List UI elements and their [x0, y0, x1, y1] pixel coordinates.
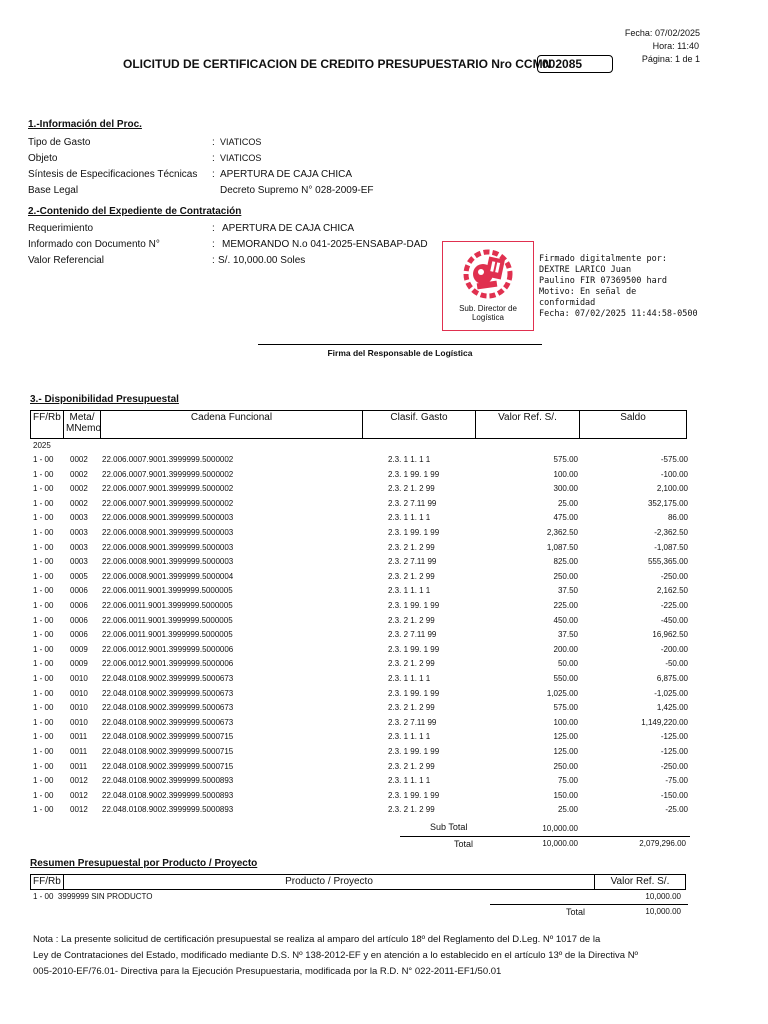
- row-ff: 1 - 00: [33, 703, 54, 713]
- row-clasif: 2.3. 2 1. 2 99: [388, 659, 435, 669]
- row-clasif: 2.3. 2 1. 2 99: [388, 703, 435, 713]
- subtotal-value: 10,000.00: [542, 824, 578, 833]
- row-meta: 0003: [70, 542, 88, 552]
- row-ff: 1 - 00: [33, 790, 54, 800]
- row-valor: 1,087.50: [546, 542, 578, 552]
- row-saldo: -50.00: [665, 659, 688, 669]
- resumen-total-rule: [490, 904, 688, 905]
- row-cadena: 22.006.0008.9001.3999999.5000004: [102, 571, 234, 581]
- row-clasif: 2.3. 1 1. 1 1: [388, 732, 431, 742]
- row-cadena: 22.048.0108.9002.3999999.5000893: [102, 790, 234, 800]
- row-clasif: 2.3. 1 99. 1 99: [388, 528, 440, 537]
- row-saldo: 16,962.50: [652, 630, 688, 640]
- section2-heading: 2.-Contenido del Expediente de Contratación: [28, 206, 242, 217]
- row-saldo: 86.00: [667, 513, 688, 523]
- table-row: [30, 511, 690, 525]
- row-saldo: -100.00: [660, 469, 688, 479]
- row-saldo: -450.00: [660, 615, 688, 625]
- row-valor: 50.00: [557, 659, 578, 669]
- field-sep: :: [212, 169, 215, 180]
- row-ff: 1 - 00: [33, 571, 54, 581]
- row-saldo: 1,149,220.00: [641, 717, 688, 727]
- row-ff: 1 - 00: [33, 484, 54, 494]
- table-year: 2025: [33, 441, 51, 450]
- row-cadena: 22.006.0008.9001.3999999.5000003: [102, 513, 234, 523]
- row-ff: 1 - 00: [33, 688, 54, 698]
- table-row: [30, 760, 690, 774]
- field-sep: :: [212, 239, 215, 250]
- nota-line: 005-2010-EF/76.01- Directiva para la Ejecución Presupuestaria, modificada por la R.D. N° 022-2011-EF1/50.01: [33, 966, 502, 977]
- table-row: [30, 482, 690, 496]
- table-row: [30, 570, 690, 584]
- table-row: [30, 453, 690, 467]
- row-valor: 2,362.50: [546, 528, 578, 537]
- row-cadena: 22.048.0108.9002.3999999.5000893: [102, 805, 234, 815]
- row-meta: 0002: [70, 484, 88, 494]
- row-meta: 0012: [70, 790, 88, 800]
- row-ff: 1 - 00: [33, 513, 54, 523]
- row-saldo: -25.00: [665, 805, 688, 815]
- row-clasif: 2.3. 2 1. 2 99: [388, 761, 435, 771]
- field-row: [28, 137, 448, 153]
- row-valor: 475.00: [553, 513, 578, 523]
- table-row: [30, 745, 690, 759]
- row-clasif: 2.3. 1 1. 1 1: [388, 776, 431, 786]
- row-cadena: 22.006.0011.9001.3999999.5000005: [102, 630, 233, 640]
- row-meta: 0010: [70, 717, 88, 727]
- row-valor: 550.00: [553, 674, 578, 683]
- col-valor: Valor Ref. S/.: [475, 410, 580, 439]
- row-meta: 0011: [70, 732, 88, 742]
- resumen-col-producto: Producto / Proyecto: [63, 874, 595, 890]
- table-row: [30, 716, 690, 730]
- table-row: [30, 657, 690, 671]
- table-row: [30, 687, 690, 701]
- row-meta: 0002: [70, 455, 88, 464]
- field-row: [28, 153, 448, 169]
- row-ff: 1 - 00: [33, 528, 54, 537]
- row-clasif: 2.3. 1 99. 1 99: [388, 644, 440, 654]
- field-value: APERTURA DE CAJA CHICA: [222, 223, 355, 234]
- row-saldo: 6,875.00: [656, 674, 688, 683]
- row-saldo: -200.00: [660, 644, 688, 654]
- field-value: S/. 10,000.00 Soles: [218, 255, 306, 266]
- row-ff: 1 - 00: [33, 761, 54, 771]
- row-meta: 0003: [70, 528, 88, 537]
- row-saldo: -75.00: [665, 776, 688, 786]
- resumen-row: [33, 892, 152, 901]
- row-cadena: 22.006.0011.9001.3999999.5000005: [102, 586, 233, 596]
- row-ff: 1 - 00: [33, 542, 54, 552]
- row-valor: 125.00: [553, 732, 578, 742]
- table-row: [30, 497, 690, 511]
- row-meta: 0012: [70, 805, 88, 815]
- table-row: [30, 599, 690, 613]
- row-saldo: -1,087.50: [654, 542, 688, 552]
- row-saldo: 2,162.50: [656, 586, 688, 596]
- section2-fields: [28, 223, 448, 271]
- field-label: Requerimiento: [28, 223, 94, 234]
- row-clasif: 2.3. 1 99. 1 99: [388, 469, 440, 479]
- row-valor: 825.00: [553, 557, 578, 567]
- resumen-total-label: Total: [566, 907, 586, 917]
- signature-line: Fecha: 07/02/2025 11:44:58-0500: [539, 309, 698, 319]
- signature-line: Firmado digitalmente por:: [539, 254, 667, 264]
- row-clasif: 2.3. 1 1. 1 1: [388, 513, 431, 523]
- row-clasif: 2.3. 2 1. 2 99: [388, 805, 435, 815]
- row-saldo: 352,175.00: [647, 498, 688, 508]
- row-clasif: 2.3. 2 7.11 99: [388, 557, 437, 567]
- row-cadena: 22.006.0011.9001.3999999.5000005: [102, 615, 233, 625]
- row-clasif: 2.3. 2 7.11 99: [388, 498, 437, 508]
- row-meta: 0009: [70, 644, 88, 654]
- field-value: VIATICOS: [220, 153, 262, 163]
- row-ff: 1 - 00: [33, 732, 54, 742]
- table-row: [30, 555, 690, 569]
- row-clasif: 2.3. 2 7.11 99: [388, 717, 437, 727]
- table-row: [30, 803, 690, 817]
- row-clasif: 2.3. 1 99. 1 99: [388, 601, 440, 610]
- row-clasif: 2.3. 2 7.11 99: [388, 630, 437, 640]
- hora-value: 11:40: [677, 41, 699, 51]
- row-clasif: 2.3. 2 1. 2 99: [388, 542, 435, 552]
- col-meta: [63, 410, 101, 439]
- hora-label: Hora:: [652, 41, 675, 51]
- row-meta: 0006: [70, 615, 88, 625]
- row-clasif: 2.3. 2 1. 2 99: [388, 571, 435, 581]
- header-meta: [600, 28, 700, 64]
- row-saldo: 1,425.00: [656, 703, 688, 713]
- row-cadena: 22.048.0108.9002.3999999.5000715: [102, 732, 234, 742]
- row-meta: 0010: [70, 703, 88, 713]
- row-meta: 0006: [70, 586, 88, 596]
- col-clasif: Clasif. Gasto: [362, 410, 476, 439]
- row-cadena: 22.048.0108.9002.3999999.5000893: [102, 776, 234, 786]
- row-ff: 1 - 00: [33, 615, 54, 625]
- row-saldo: -1,025.00: [654, 688, 688, 698]
- resumen-row-valor: 10,000.00: [645, 892, 681, 901]
- row-ff: 1 - 00: [33, 644, 54, 654]
- row-valor: 1,025.00: [546, 688, 578, 698]
- row-meta: 0005: [70, 571, 88, 581]
- row-valor: 450.00: [553, 615, 578, 625]
- row-valor: 300.00: [553, 484, 578, 494]
- document-number: 002085: [537, 55, 613, 73]
- field-row: [28, 223, 448, 239]
- row-clasif: 2.3. 1 1. 1 1: [388, 455, 431, 464]
- row-saldo: -125.00: [660, 732, 688, 742]
- row-valor: 200.00: [553, 644, 578, 654]
- field-label: Base Legal: [28, 185, 79, 196]
- row-saldo: -2,362.50: [654, 528, 688, 537]
- fecha-value: 07/02/2025: [654, 28, 700, 38]
- row-cadena: 22.006.0008.9001.3999999.5000003: [102, 528, 234, 537]
- row-cadena: 22.006.0007.9001.3999999.5000002: [102, 469, 234, 479]
- resumen-col-ff: FF/Rb: [30, 874, 64, 890]
- row-clasif: 2.3. 1 1. 1 1: [388, 586, 431, 596]
- row-ff: 1 - 00: [33, 805, 54, 815]
- row-saldo: 2,100.00: [656, 484, 688, 494]
- field-value: APERTURA DE CAJA CHICA: [220, 169, 353, 180]
- document-title: OLICITUD DE CERTIFICACION DE CREDITO PRESUPUESTARIO Nro CCMN: [123, 57, 552, 71]
- row-meta: 0010: [70, 674, 88, 683]
- resumen-total-value: 10,000.00: [645, 907, 681, 916]
- field-label: Tipo de Gasto: [28, 137, 91, 148]
- row-cadena: 22.048.0108.9002.3999999.5000673: [102, 703, 234, 713]
- resumen-heading: Resumen Presupuestal por Producto / Proyecto: [30, 858, 258, 869]
- col-saldo: Saldo: [579, 410, 687, 439]
- row-cadena: 22.006.0012.9001.3999999.5000006: [102, 659, 234, 669]
- row-valor: 25.00: [557, 498, 578, 508]
- col-meta-label: Meta/: [69, 412, 95, 423]
- resumen-col-valor: Valor Ref. S/.: [594, 874, 686, 890]
- stamp-caption-2: Logística: [471, 313, 505, 322]
- row-valor: 575.00: [553, 455, 578, 464]
- row-meta: 0009: [70, 659, 88, 669]
- field-label: Objeto: [28, 153, 58, 164]
- row-valor: 250.00: [553, 571, 578, 581]
- total-label: Total: [454, 839, 474, 849]
- row-clasif: 2.3. 1 1. 1 1: [388, 674, 431, 683]
- stamp-caption-1: Sub. Director de: [459, 304, 517, 313]
- table-row: [30, 672, 690, 686]
- row-cadena: 22.006.0007.9001.3999999.5000002: [102, 484, 234, 494]
- signature-line: DEXTRE LARICO Juan: [539, 265, 632, 275]
- row-ff: 1 - 00: [33, 659, 54, 669]
- digital-signature: [539, 254, 729, 320]
- table-row: [30, 584, 690, 598]
- table-row: [30, 774, 690, 788]
- row-saldo: 555,365.00: [647, 557, 688, 567]
- field-sep: :: [212, 223, 215, 234]
- row-clasif: 2.3. 1 99. 1 99: [388, 747, 440, 756]
- row-ff: 1 - 00: [33, 469, 54, 479]
- col-mnemo-label: MNemo: [66, 423, 102, 434]
- row-cadena: 22.006.0007.9001.3999999.5000002: [102, 455, 234, 464]
- row-ff: 1 - 00: [33, 557, 54, 567]
- field-value: MEMORANDO N.o 041-2025-ENSABAP-DAD: [222, 239, 428, 250]
- row-saldo: -250.00: [660, 761, 688, 771]
- subtotal-label: Sub Total: [430, 822, 468, 832]
- row-saldo: -250.00: [660, 571, 688, 581]
- row-ff: 1 - 00: [33, 630, 54, 640]
- row-ff: 1 - 00: [33, 747, 54, 756]
- table-row: [30, 789, 690, 803]
- row-valor: 37.50: [557, 630, 578, 640]
- nota-paragraph: [33, 932, 711, 980]
- table-row: [30, 526, 690, 540]
- row-meta: 0010: [70, 688, 88, 698]
- row-valor: 100.00: [553, 469, 578, 479]
- row-meta: 0012: [70, 776, 88, 786]
- row-ff: 1 - 00: [33, 601, 54, 610]
- row-valor: 150.00: [553, 790, 578, 800]
- row-cadena: 22.048.0108.9002.3999999.5000715: [102, 747, 234, 756]
- total-saldo: 2,079,296.00: [639, 839, 686, 848]
- row-valor: 125.00: [553, 747, 578, 756]
- signature-line: conformidad: [539, 298, 596, 308]
- row-meta: 0002: [70, 469, 88, 479]
- pagina-label: Página:: [641, 54, 673, 64]
- row-valor: 100.00: [553, 717, 578, 727]
- fecha-label: Fecha:: [624, 28, 653, 38]
- signature-line: Motivo: En señal de: [539, 287, 637, 297]
- row-meta: 0006: [70, 630, 88, 640]
- nota-line: Ley de Contrataciones del Estado, modificado mediante D.S. Nº 138-2012-EF y en atención a lo establecido en el artículo 13º de la Directiva Nº: [33, 950, 639, 961]
- row-cadena: 22.006.0011.9001.3999999.5000005: [102, 601, 233, 610]
- total-rule: [400, 836, 690, 837]
- row-ff: 1 - 00: [33, 498, 54, 508]
- resumen-row-producto: 3999999 SIN PRODUCTO: [57, 892, 153, 901]
- row-ff: 1 - 00: [33, 586, 54, 596]
- row-clasif: 2.3. 2 1. 2 99: [388, 484, 435, 494]
- row-ff: 1 - 00: [33, 674, 54, 683]
- row-valor: 250.00: [553, 761, 578, 771]
- field-label: Valor Referencial: [28, 255, 104, 266]
- row-ff: 1 - 00: [33, 717, 54, 727]
- row-cadena: 22.048.0108.9002.3999999.5000715: [102, 761, 234, 771]
- section1-heading: 1.-Información del Proc.: [28, 119, 142, 130]
- row-meta: 0003: [70, 557, 88, 567]
- field-label: Informado con Documento N°: [28, 239, 160, 250]
- row-meta: 0006: [70, 601, 88, 610]
- logistics-stamp: [442, 241, 534, 331]
- row-valor: 575.00: [553, 703, 578, 713]
- field-row: [28, 255, 448, 271]
- field-row: [28, 185, 448, 201]
- field-label: Síntesis de Especificaciones Técnicas: [28, 169, 198, 180]
- nota-line: Nota : La presente solicitud de certificación presupuestal se realiza al amparo del artículo 18º del Reglamento del D.Leg. Nº 1017 de la: [33, 934, 601, 945]
- col-ff: FF/Rb: [30, 410, 64, 439]
- row-valor: 75.00: [557, 776, 578, 786]
- field-sep: :: [212, 153, 215, 164]
- responsable-label: Firma del Responsable de Logística: [327, 348, 473, 358]
- row-ff: 1 - 00: [33, 455, 54, 464]
- table-row: [30, 541, 690, 555]
- field-value: Decreto Supremo N° 028-2009-EF: [220, 185, 374, 196]
- field-row: [28, 239, 448, 255]
- row-cadena: 22.006.0012.9001.3999999.5000006: [102, 644, 234, 654]
- row-clasif: 2.3. 1 99. 1 99: [388, 790, 440, 800]
- row-cadena: 22.048.0108.9002.3999999.5000673: [102, 717, 234, 727]
- row-cadena: 22.006.0008.9001.3999999.5000003: [102, 542, 234, 552]
- table-row: [30, 730, 690, 744]
- row-cadena: 22.048.0108.9002.3999999.5000673: [102, 674, 234, 683]
- row-valor: 37.50: [557, 586, 578, 596]
- row-meta: 0003: [70, 513, 88, 523]
- pagina-value: 1 de 1: [674, 54, 700, 64]
- row-cadena: 22.048.0108.9002.3999999.5000673: [102, 688, 234, 698]
- field-value: VIATICOS: [220, 137, 262, 147]
- institution-seal-icon: [443, 244, 533, 306]
- row-ff: 1 - 00: [33, 776, 54, 786]
- table-row: [30, 643, 690, 657]
- row-saldo: -125.00: [660, 747, 688, 756]
- section1-fields: [28, 137, 448, 201]
- signature-line: Paulino FIR 07369500 hard: [539, 276, 667, 286]
- row-meta: 0002: [70, 498, 88, 508]
- field-row: [28, 169, 448, 185]
- table-row: [30, 614, 690, 628]
- table-row: [30, 468, 690, 482]
- budget-table-body: [30, 453, 690, 819]
- table-row: [30, 628, 690, 642]
- row-clasif: 2.3. 1 99. 1 99: [388, 688, 440, 698]
- row-valor: 225.00: [553, 601, 578, 610]
- row-saldo: -225.00: [660, 601, 688, 610]
- row-valor: 25.00: [557, 805, 578, 815]
- row-saldo: -150.00: [660, 790, 688, 800]
- field-sep: :: [212, 255, 215, 266]
- row-cadena: 22.006.0008.9001.3999999.5000003: [102, 557, 234, 567]
- row-meta: 0011: [70, 747, 88, 756]
- row-cadena: 22.006.0007.9001.3999999.5000002: [102, 498, 234, 508]
- row-saldo: -575.00: [660, 455, 688, 464]
- row-clasif: 2.3. 2 1. 2 99: [388, 615, 435, 625]
- total-value: 10,000.00: [542, 839, 578, 848]
- section3-heading: 3.- Disponibilidad Presupuestal: [30, 394, 179, 405]
- col-cadena: Cadena Funcional: [100, 410, 363, 439]
- resumen-row-ff: 1 - 00: [33, 892, 54, 901]
- signature-rule: [258, 344, 542, 345]
- table-row: [30, 701, 690, 715]
- row-meta: 0011: [70, 761, 88, 771]
- field-sep: :: [212, 137, 215, 148]
